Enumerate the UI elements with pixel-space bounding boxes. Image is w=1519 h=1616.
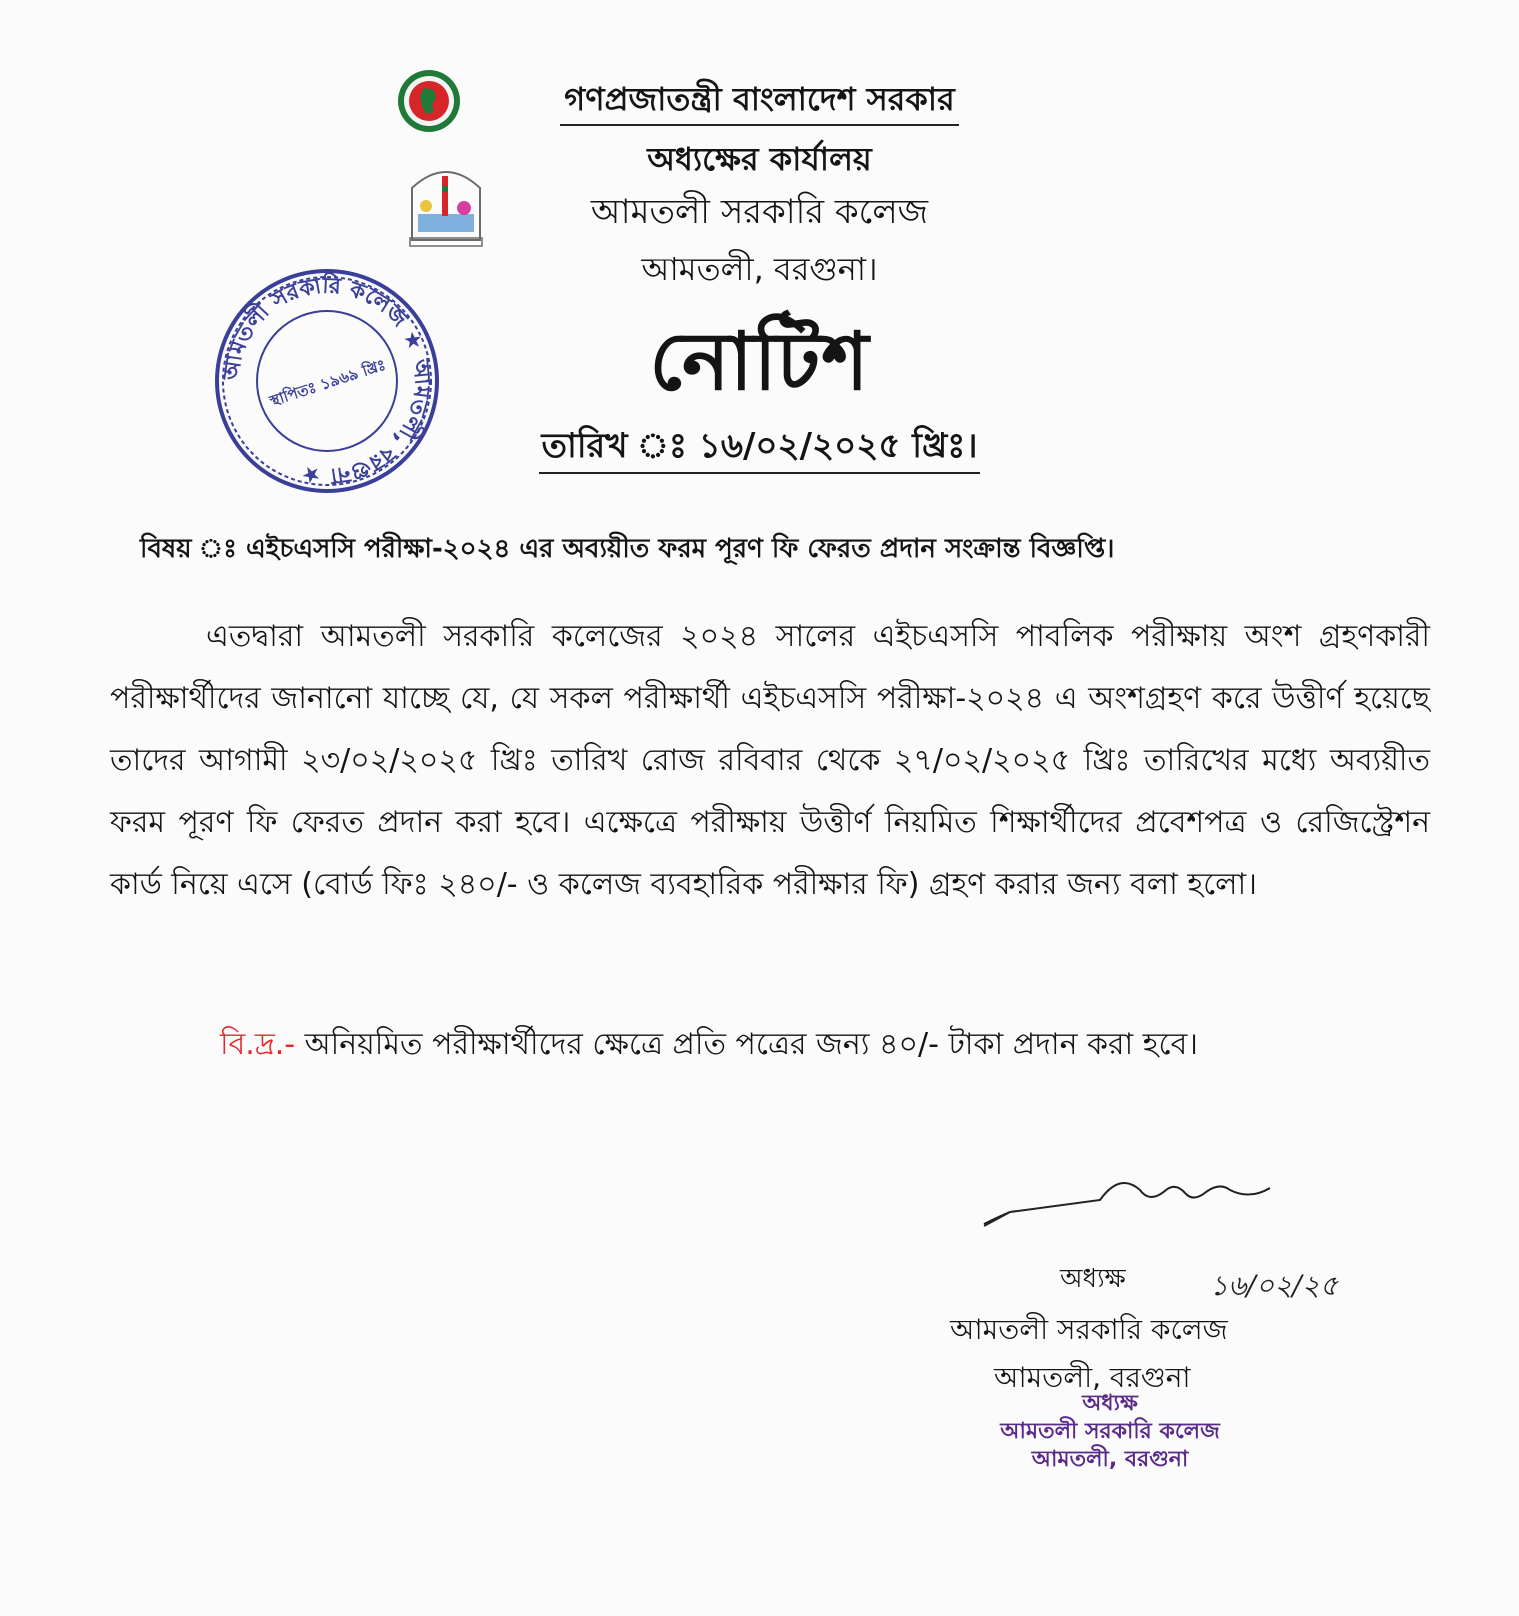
principal-stamp [950,1390,1270,1474]
government-name: গণপ্রজাতন্ত্রী বাংলাদেশ সরকার [560,80,958,126]
notice-title: নোটিশ [649,315,870,408]
seal-ring-text: আমতলী সরকারি কলেজ ★ আমতলী, বরগুনা ★ [219,273,435,489]
seal-inner-text: স্থাপিতঃ ১৯৬৯ খ্রিঃ [267,355,388,411]
nb-label: বি.দ্র.- [220,1027,296,1062]
college-place: আমতলী, বরগুনা। [641,250,878,288]
signature-place: আমতলী, বরগুনা [994,1361,1191,1394]
notice-nb [220,1020,1440,1071]
notice-body: এতদ্বারা আমতলী সরকারি কলেজের ২০২৪ সালের এইচএসসি পাবলিক পরীক্ষায় অংশ গ্রহণকারী পরীক্ষার্থীদের জানানো যাচ্ছে যে, যে সকল পরীক্ষার্থী এইচএসসি পরীক্ষা-২০২৪ এ অংশগ্রহণ করে উত্তীর্ণ হয়েছে তাদের আগামী ২৩/০২/২০২৫ খ্রিঃ তারিখ রোজ রবিবার থেকে ২৭/০২/২০২৫ খ্রিঃ তারিখের মধ্যে অব্যয়ীত ফরম পূরণ ফি ফেরত প্রদান করা হবে। এক্ষেত্রে পরীক্ষায় উত্তীর্ণ নিয়মিত শিক্ষার্থীদের প্রবেশপত্র ও রেজিস্ট্রেশন কার্ড নিয়ে এসে (বোর্ড ফিঃ ২৪০/- ও কলেজ ব্যবহারিক পরীক্ষার ফি) গ্রহণ করার জন্য বলা হলো। [110,619,1430,902]
signature-college: আমতলী সরকারি কলেজ [950,1313,1228,1346]
notice-subject: বিষয় ঃ এইচএসসি পরীক্ষা-২০২৪ এর অব্যয়ীত ফরম পূরণ ফি ফেরত প্রদান সংক্রান্ত বিজ্ঞপ্তি। [140,534,1115,564]
stamp-title: অধ্যক্ষ [1082,1391,1138,1416]
notice-date: তারিখ ঃ ১৬/০২/২০২৫ খ্রিঃ। [539,426,979,474]
stamp-place: আমতলী, বরগুনা [1031,1447,1189,1472]
notice-date-line [0,420,1519,477]
handwritten-signature [980,1160,1300,1240]
college-name: আমতলী সরকারি কলেজ [590,192,929,232]
office-name: অধ্যক্ষের কার্যালয় [647,140,872,178]
government-header [0,74,1519,128]
signature-handwritten-date: ১৬/০২/২৫ [1210,1269,1339,1302]
signature-title: অধ্যক্ষ [1060,1264,1126,1294]
nb-text: অনিয়মিত পরীক্ষার্থীদের ক্ষেত্রে প্রতি পত্রের জন্য ৪০/- টাকা প্রদান করা হবে। [295,1027,1198,1062]
stamp-college: আমতলী সরকারি কলেজ [1000,1419,1220,1444]
